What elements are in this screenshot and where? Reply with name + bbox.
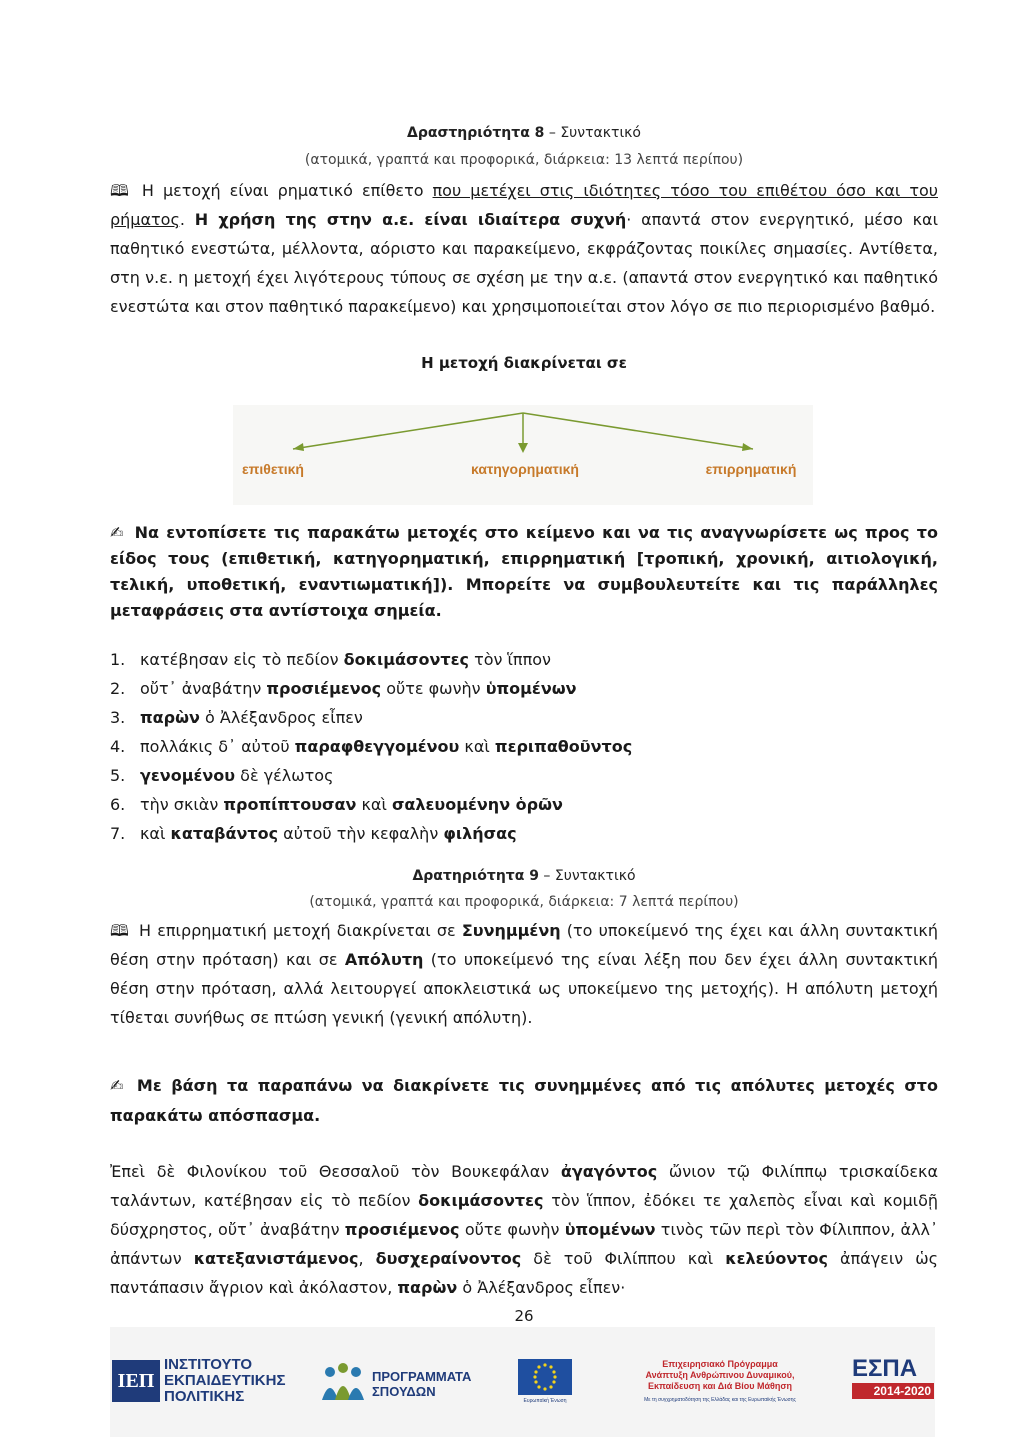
passage-text: δὲ τοῦ Φιλίππου καὶ [521,1249,726,1268]
programs-logo-figures [318,1362,368,1402]
list-item-text: πολλάκις δ᾽ αὐτοῦ [140,737,295,756]
participle-list [110,645,938,848]
participle-highlight: περιπαθοῦντος [494,737,633,756]
list-item [110,819,938,848]
passage-text: , [358,1249,376,1268]
list-item-text: τὸν ἵππον [468,650,551,669]
participle-highlight: φιλήσας [443,824,517,843]
passage-text: τὸν ἵππον, ἐδόκει τε χαλεπὸς εἶναι καὶ κομιδῇ δύσχρηστος, οὔτ᾽ ἀναβάτην [110,1191,938,1239]
activity-8-title: Δραστηριότητα 8 – Συντακτικό [406,125,641,141]
participle-highlight: παρὼν [397,1278,458,1297]
participle-highlight: παραφθεγγομένου [294,737,460,756]
list-item [110,761,938,790]
page-number: 26 [514,1307,534,1325]
list-item [110,645,938,674]
activity-9-title: Δρατηριότητα 9 – Συντακτικό [412,868,636,884]
list-item-number: 7. [110,824,126,843]
activity-9-task: ✍ Με βάση τα παραπάνω να διακρίνετε τις συνημμένες από τις απόλυτες μετοχές στο παρακάτω απόσπασμα. [110,1071,938,1131]
list-item-number: 3. [110,708,126,727]
list-item-text: αὐτοῦ τὴν κεφαλὴν [278,824,444,843]
activity-9-subtitle: (ατομικά, γραπτά και προφορικά, διάρκεια: 7 λεπτά περίπου) [309,894,739,910]
participle-highlight: κατεξανιστάμενος [193,1249,359,1268]
diagram-label-predicative: κατηγορηματική [471,461,579,477]
participle-highlight: παρὼν [140,708,200,727]
activity-8-intro: 🕮 Η μετοχή είναι ρηματικό επίθετο που μετέχει στις ιδιότητες τόσο του επιθέτου όσο και του ρήματος. Η χρήση της στην α.ε. είναι ιδιαίτερα συχνή· απαντά στον ενεργητικό, μέσο και παθητικό ενεστώτα, μέλλοντα, αόριστο και παρακείμενο, εκφράζοντας ποικίλες σημασίες. Αντίθετα, στη ν.ε. η μετοχή έχει λιγότερους τύπους σε σχέση με την α.ε. (απαντά στον ενεργητικό και παθητικό ενεστώτα και στον παθητικό παρακείμενο) και χρησιμοποιείται στον λόγο σε πιο περιορισμένο βαθμό. [110,176,938,321]
participle-highlight: δοκιμάσοντες [343,650,469,669]
participle-highlight: σαλευομένην ὁρῶν [391,795,563,814]
participle-highlight: προπίπτουσαν [223,795,357,814]
list-item-text: τὴν σκιὰν [140,795,224,814]
participle-highlight: προσιέμενος [344,1220,460,1239]
diagram-label-adverbial: επιρρηματική [705,461,797,477]
participle-highlight: κελεύοντος [725,1249,828,1268]
list-item-text: καὶ [356,795,392,814]
participle-highlight: δυσχεραίνοντος [375,1249,522,1268]
list-item-text: καὶ [459,737,495,756]
activity-9-intro: 🕮 Η επιρρηματική μετοχή διακρίνεται σε Συνημμένη (το υποκείμενό της έχει και άλλη συντακτική θέση στην πρόταση) και σε Απόλυτη (το υποκείμενό της είναι λέξη που δεν έχει άλλη συντακτική θέση στην πρόταση, αλλά λειτουργεί αποκλειστικά ως υποκείμενο της μετοχής). Η απόλυτη μετοχή τίθεται συνήθως σε πτώση γενική (γενική απόλυτη). [110,916,938,1032]
participle-highlight: προσιέμενος [266,679,382,698]
list-item-text: οὔτ᾽ ἀναβάτην [140,679,267,698]
list-item-text: δὲ γέλωτος [235,766,334,785]
list-item-text: οὔτε φωνὴν [381,679,486,698]
participle-types-diagram [233,405,813,505]
book-icon: 🕮 [110,921,129,940]
passage-text: Ἐπεὶ δὲ Φιλονίκου τοῦ Θεσσαλοῦ τὸν Βουκεφάλαν [110,1162,561,1181]
footer-logos [110,1327,935,1437]
activity-8-task: ✍ Να εντοπίσετε τις παρακάτω μετοχές στο κείμενο και να τις αναγνωρίσετε ως προς το είδος τους (επιθετική, κατηγορηματική, επιρρηματική [τροπική, χρονική, αιτιολογική, τελική, υποθετική, εναντιωματική]). Μπορείτε να συμβουλευτείτε και τις παράλληλες μεταφράσεις στα αντίστοιχα σημεία. [110,520,938,624]
iep-logo-text: ΙΝΣΤΙΤΟΥΤΟ ΕΚΠΑΙΔΕΥΤΙΚΗΣ ΠΟΛΙΤΙΚΗΣ [164,1356,286,1405]
diagram-heading: Η μετοχή διακρίνεται σε [421,354,627,372]
participle-highlight: γενομένου [140,766,236,785]
list-item [110,790,938,819]
list-item-number: 6. [110,795,126,814]
book-icon: 🕮 [110,181,129,200]
participle-highlight: ἀγαγόντος [560,1162,658,1181]
participle-highlight: καταβάντος [170,824,279,843]
participle-highlight: ὑπομένων [564,1220,656,1239]
participle-highlight: δοκιμάσοντες [418,1191,544,1210]
list-item-text: κατέβησαν εἰς τὸ πεδίον [140,650,344,669]
list-item-number: 5. [110,766,126,785]
programs-logo-text: ΠΡΟΓΡΑΜΜΑΤΑ ΣΠΟΥΔΩΝ [372,1369,472,1399]
greek-passage [110,1157,938,1302]
passage-text: τινὸς τῶν περὶ τὸν Φίλιππον, ἀλλ᾽ ἀπάντων [110,1220,939,1268]
participle-highlight: ὑπομένων [485,679,577,698]
list-item [110,732,938,761]
passage-text: ἀπάγειν ὡς παντάπασιν ἄγριον καὶ ἀκόλαστον, [110,1249,939,1297]
espa-logo: ΕΣΠΑ 2014-2020 [852,1355,934,1399]
operational-program-logo: Επιχειρησιακό Πρόγραμμα Ανάπτυξη Ανθρώπινου Δυναμικού, Εκπαίδευση και Διά Βίου Μάθηση Με τη συγχρηματοδότηση της Ελλάδας και της Ευρωπαϊκής Ένωσης [644,1359,796,1403]
iep-logo-mark: ΙΕΠ [112,1360,160,1402]
eu-flag-icon [518,1359,572,1395]
list-item-text: ὁ Ἀλέξανδρος εἶπεν [199,708,363,727]
list-item [110,703,938,732]
pen-icon: ✍ [110,523,124,542]
activity-8-subtitle: (ατομικά, γραπτά και προφορικά, διάρκεια: 13 λεπτά περίπου) [304,152,744,168]
pen-icon: ✍ [110,1076,124,1095]
passage-text: ὁ Ἀλέξανδρος εἶπεν· [457,1278,626,1297]
list-item-number: 4. [110,737,126,756]
list-item [110,674,938,703]
passage-text: οὔτε φωνὴν [459,1220,565,1239]
passage-text: ὤνιον τῷ Φιλίππῳ τρισκαίδεκα ταλάντων, κατέβησαν εἰς τὸ πεδίον [110,1162,939,1210]
diagram-label-attributive: επιθετική [242,461,304,477]
list-item-text: καὶ [140,824,171,843]
list-item-number: 1. [110,650,126,669]
list-item-number: 2. [110,679,126,698]
eu-caption: Ευρωπαϊκή Ένωση [523,1398,567,1404]
